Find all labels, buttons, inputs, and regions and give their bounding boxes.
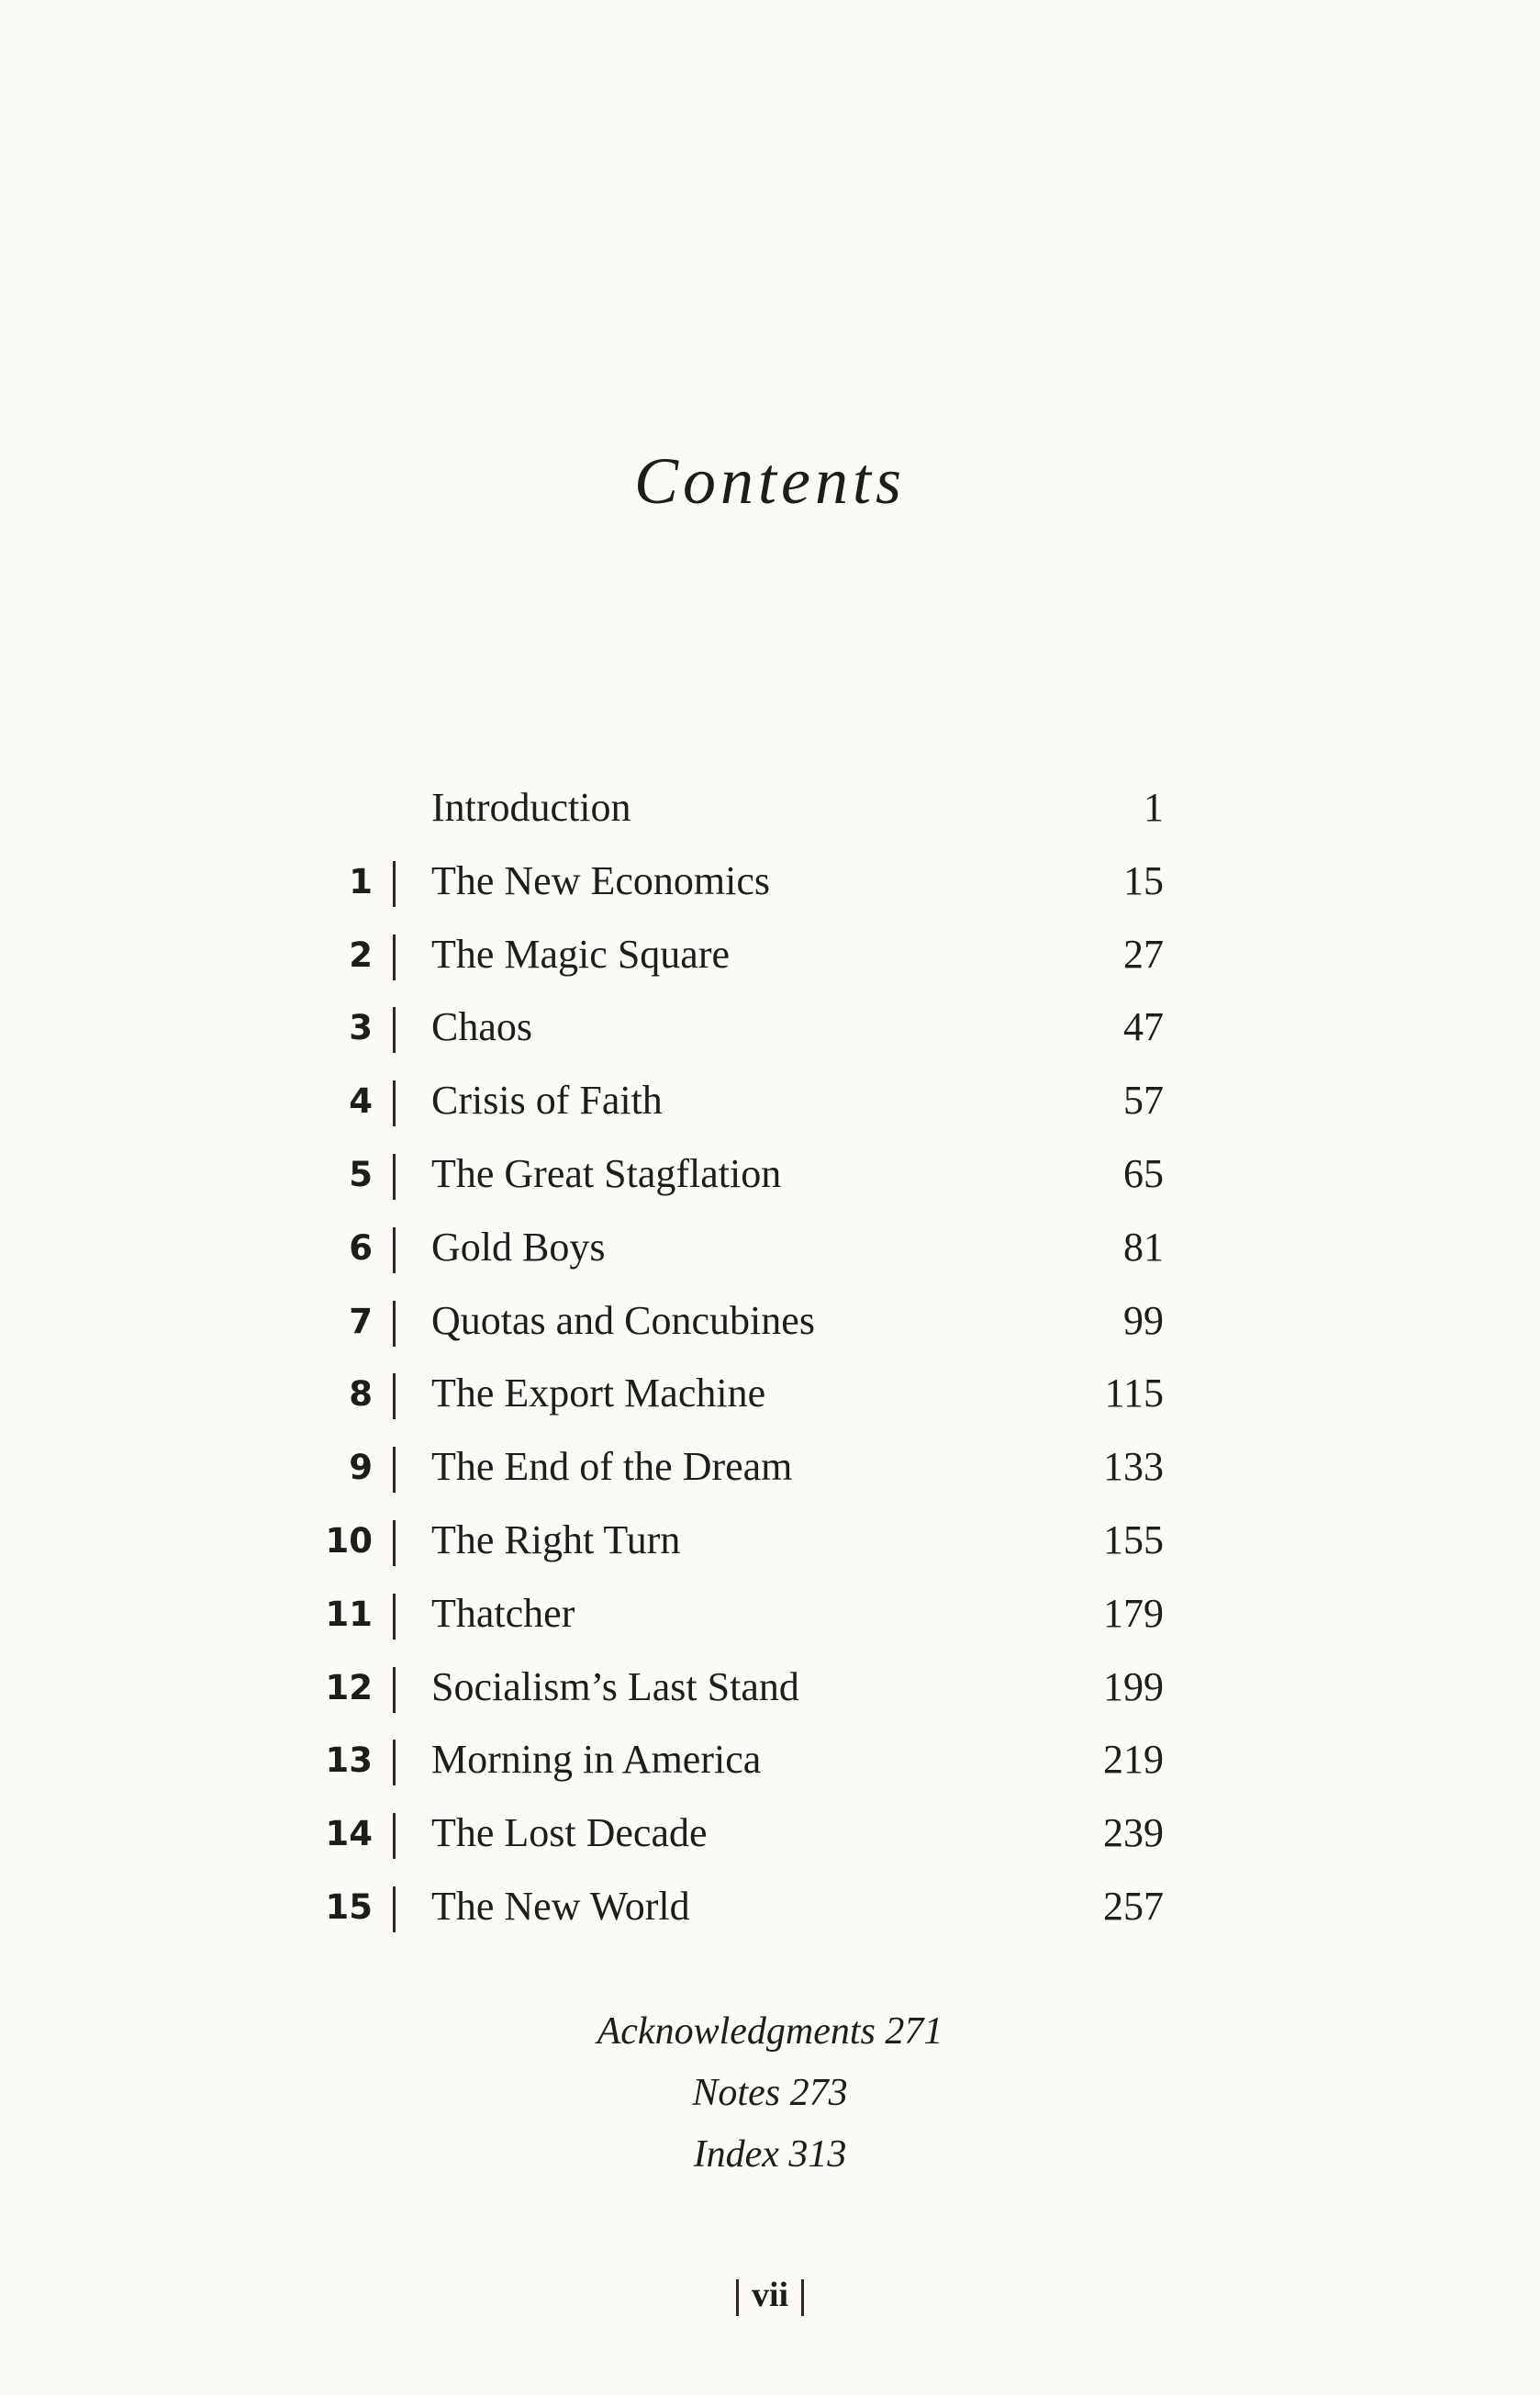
chapter-page: 115 xyxy=(1104,1371,1164,1416)
chapter-number: 2 xyxy=(349,934,373,975)
chapter-title: The New World xyxy=(431,1883,690,1929)
chapter-title: The Magic Square xyxy=(431,931,730,977)
folio-bar-left xyxy=(736,2279,739,2316)
chapter-title: The New Economics xyxy=(431,857,770,903)
chapter-page: 257 xyxy=(1103,1883,1164,1929)
table-of-contents xyxy=(0,778,1540,1951)
chapter-title: Crisis of Faith xyxy=(431,1078,663,1124)
toc-row xyxy=(0,1218,1540,1292)
chapter-page: 1 xyxy=(1144,785,1164,830)
chapter-number: 11 xyxy=(325,1594,373,1634)
toc-row xyxy=(0,1730,1540,1804)
chapter-number: 4 xyxy=(349,1081,373,1122)
page-number xyxy=(0,2275,1540,2316)
chapter-page: 199 xyxy=(1103,1663,1164,1709)
chapter-page: 155 xyxy=(1103,1516,1164,1562)
chapter-number: 1 xyxy=(349,861,373,901)
chapter-page: 27 xyxy=(1123,931,1164,977)
toc-row xyxy=(0,925,1540,999)
chapter-page: 65 xyxy=(1123,1150,1164,1196)
chapter-separator xyxy=(393,1080,396,1126)
chapter-separator xyxy=(393,1667,396,1713)
chapter-separator xyxy=(393,1813,396,1859)
chapter-page: 133 xyxy=(1103,1444,1164,1490)
page-title: Contents xyxy=(633,444,906,518)
chapter-separator xyxy=(393,1520,396,1566)
toc-row xyxy=(0,852,1540,925)
folio-bar-right xyxy=(801,2279,804,2316)
chapter-page: 15 xyxy=(1123,857,1164,903)
chapter-number: 10 xyxy=(325,1520,373,1561)
chapter-number: 6 xyxy=(349,1227,373,1268)
back-matter-acknowledgments: Acknowledgments 271 xyxy=(597,2010,943,2053)
chapter-title: Gold Boys xyxy=(431,1224,606,1270)
chapter-page: 179 xyxy=(1103,1590,1164,1636)
chapter-separator xyxy=(393,1007,396,1053)
chapter-number: 5 xyxy=(349,1154,373,1194)
chapter-title: Introduction xyxy=(431,785,631,830)
toc-row xyxy=(0,998,1540,1071)
chapter-page: 239 xyxy=(1103,1810,1164,1856)
chapter-number: 3 xyxy=(349,1008,373,1048)
chapter-separator xyxy=(393,1373,396,1419)
chapter-title: Thatcher xyxy=(431,1590,575,1636)
chapter-separator xyxy=(393,1886,396,1932)
chapter-page: 219 xyxy=(1103,1737,1164,1783)
chapter-separator xyxy=(393,1301,396,1347)
chapter-title: The End of the Dream xyxy=(431,1444,793,1490)
toc-row xyxy=(0,1292,1540,1365)
toc-row xyxy=(0,1438,1540,1511)
folio-text: vii xyxy=(751,2276,789,2314)
chapter-title: The Great Stagflation xyxy=(431,1150,782,1196)
chapter-separator xyxy=(393,861,396,907)
toc-row xyxy=(0,1584,1540,1658)
back-matter-index: Index 313 xyxy=(693,2133,847,2176)
chapter-separator xyxy=(393,934,396,980)
back-matter xyxy=(0,2001,1540,2186)
chapter-page: 99 xyxy=(1123,1297,1164,1343)
chapter-title: The Right Turn xyxy=(431,1516,681,1562)
toc-row xyxy=(0,1071,1540,1145)
chapter-title: Socialism’s Last Stand xyxy=(431,1663,799,1709)
chapter-number: 14 xyxy=(325,1814,373,1854)
toc-row xyxy=(0,1145,1540,1218)
chapter-separator xyxy=(393,1227,396,1273)
toc-row xyxy=(0,1804,1540,1877)
chapter-title: Chaos xyxy=(431,1004,532,1050)
chapter-title: The Export Machine xyxy=(431,1371,766,1416)
chapter-number: 9 xyxy=(349,1448,373,1488)
toc-row-introduction xyxy=(0,778,1540,852)
toc-row xyxy=(0,1877,1540,1951)
chapter-number: 8 xyxy=(349,1374,373,1415)
chapter-number: 7 xyxy=(349,1301,373,1341)
chapter-separator xyxy=(393,1447,396,1493)
toc-row xyxy=(0,1658,1540,1731)
toc-row xyxy=(0,1511,1540,1584)
chapter-page: 47 xyxy=(1123,1004,1164,1050)
chapter-number: 12 xyxy=(325,1667,373,1707)
chapter-number: 13 xyxy=(325,1740,373,1781)
chapter-title: Quotas and Concubines xyxy=(431,1297,815,1343)
chapter-separator xyxy=(393,1154,396,1200)
chapter-page: 81 xyxy=(1123,1224,1164,1270)
chapter-number: 15 xyxy=(325,1886,373,1927)
chapter-title: The Lost Decade xyxy=(431,1810,708,1856)
chapter-separator xyxy=(393,1740,396,1785)
chapter-separator xyxy=(393,1594,396,1640)
back-matter-notes: Notes 273 xyxy=(692,2072,848,2114)
chapter-page: 57 xyxy=(1123,1078,1164,1124)
toc-row xyxy=(0,1364,1540,1438)
chapter-title: Morning in America xyxy=(431,1737,762,1783)
